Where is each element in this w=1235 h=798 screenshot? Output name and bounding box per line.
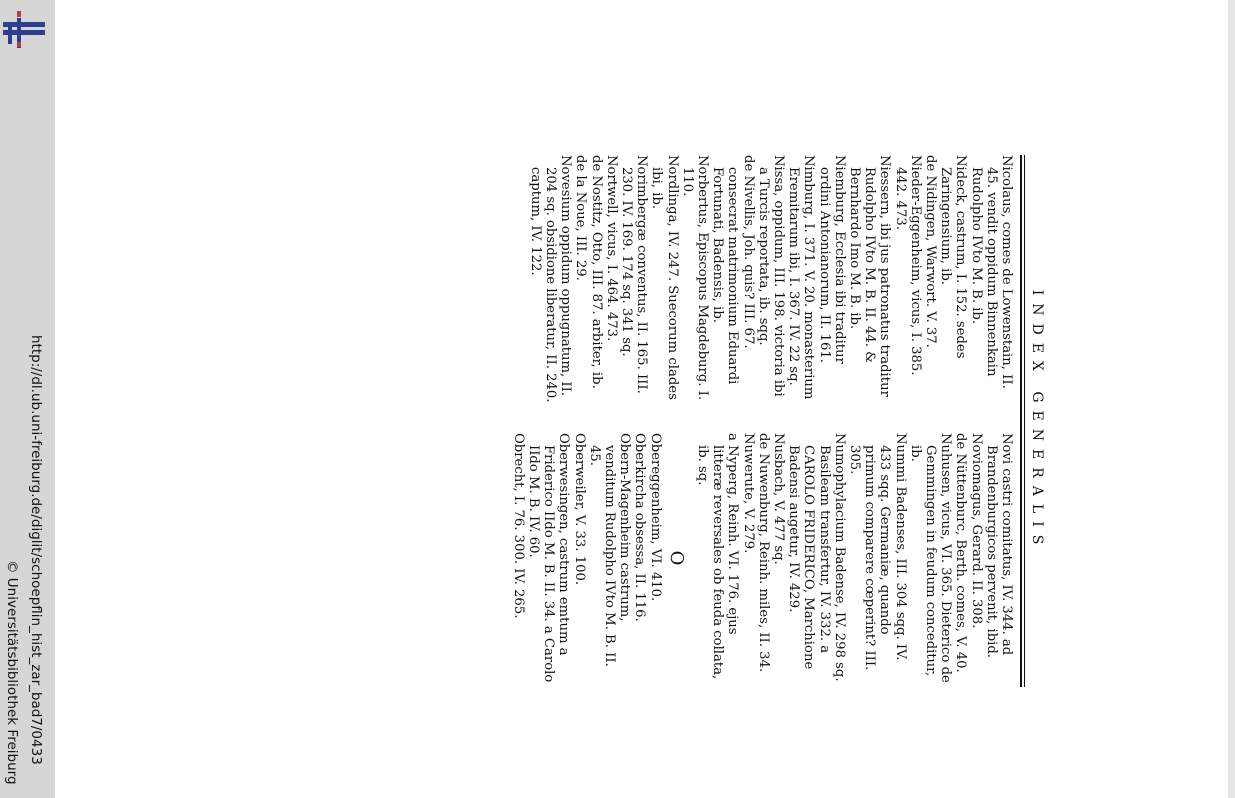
index-entry: Nissa, oppidum, III. 198. victoria ibi a Turcis reportata, ib. sqq. xyxy=(755,155,786,397)
index-entry: Oberkircha obsessa, II. 116. xyxy=(632,433,648,622)
index-entry: de Nüttenburc, Berth. comes, V. 40. xyxy=(953,433,969,673)
index-entry: Niemburg, Ecclesia ibi traditur ordini Antonianorum, II. 161. xyxy=(816,155,847,364)
scanned-page xyxy=(303,155,1045,687)
index-entry: Nideck, castrum, I. 152. sedes Zaringensium, ib. xyxy=(938,155,969,359)
index-entry: Obern-Magenheim castrum, venditum Rudolpho IVto M. B. II. 45. xyxy=(586,433,633,667)
index-entry: de Nostitz, Otto, III. 87. arbiter, ib. xyxy=(588,155,604,389)
viewer-sidebar xyxy=(0,0,55,798)
index-entry: Noviomagus, Gerard. II. 308. xyxy=(968,433,984,629)
scrollbar-track[interactable] xyxy=(1228,0,1235,798)
page-content-rotated xyxy=(303,155,1045,687)
header-rule xyxy=(1024,155,1025,687)
index-entry: Nimburg, I. 371. V. 20. monasterium Eremitarum ibi, I. 367. IV. 22 sq. xyxy=(786,155,817,400)
index-entry: Nuhusen, vicus, VI. 365. Dieterico de Gemmingen in feudum conceditur, ib. xyxy=(907,433,954,683)
index-entry: Numophylacium Badense, IV. 298 sq. Basileam transfertur, IV. 332. a CAROLO FRIDERICO, Marchione Badensi augetur, IV. 429. xyxy=(786,433,847,682)
copyright-notice: © Universitätsbibliothek Freiburg xyxy=(4,560,20,785)
index-entry: Niessern, ibi jus patronatus traditur Rudolpho IVto M. B. II. 44. & Bernhardo Imo M. B. ib. xyxy=(846,155,893,397)
index-entry: de Nidingen, Warwort. V. 37. xyxy=(922,155,938,348)
right-column xyxy=(511,433,1015,683)
index-entry: Norimbergæ conventus, II. 165. III. 230. IV. 169. 174 sq. 341 sq. xyxy=(618,155,650,394)
university-logo-icon xyxy=(2,10,46,50)
index-entry: Obereggenheim, VI. 410. xyxy=(647,433,663,602)
index-entry: Nuwerute, V. 279. xyxy=(740,433,756,554)
header-rule-thick xyxy=(1020,155,1022,687)
index-entry: Novesium oppidum oppugnatum, II. 204 sq. obsidione liberatur, II. 240. captum, IV. 122. xyxy=(527,155,574,403)
index-entry: a Nyperg, Reinh. VI. 176. ejus litteræ reversales ob feuda collata, ib. sq. xyxy=(694,433,741,680)
index-entry: Nicolaus, comes de Lowenstain, II. 45. vendit oppidum Binnenkain Rudolpho IVto M. B. ib. xyxy=(968,155,1014,389)
page-header: INDEX GENERALIS xyxy=(1029,289,1045,553)
index-entry: Nieder-Eggenheim, vicus, I. 385. 442. 473. xyxy=(892,155,923,376)
index-entry: de la Noue, III. 29. xyxy=(573,155,589,281)
document-url[interactable]: http://dl.ub.uni-freiburg.de/diglit/schoepflin_hist_zar_bad7/0433 xyxy=(28,335,44,765)
index-entry: Nortwell, vicus, I. 464. 473. xyxy=(603,155,619,342)
section-letter: O xyxy=(665,550,687,566)
index-entry: de Nivellis, Joh. quis? III. 67. consecrat matrimonium Eduardi Fortunati, Badensis, ib. xyxy=(710,155,756,385)
index-entry: Nusbach, V. 477 sq. xyxy=(770,433,786,565)
index-entry: Nordlinga, IV. 247. Suecorum clades ibi, ib. xyxy=(649,155,680,400)
index-entry: Oberwesingen, castrum emtum a Friderico IIdo M. B. II. 34. a Carolo IIdo M. B. IV. 60. xyxy=(525,433,572,683)
index-entry: de Nuwenburg, Reinh. miles, II. 34. xyxy=(755,433,771,673)
index-entry: Novi castri comitatus, IV. 344. ad Brandenburgicos pervenit, ibid. xyxy=(983,433,1014,658)
left-column xyxy=(528,155,1015,405)
index-entry: Obrecht, I. 76. 300. IV. 265. xyxy=(510,433,526,619)
index-entry: Nummi Badenses, III. 304 sqq. IV. 433 sqq. Germaniæ, quando primum comparere cœperint? III. 305. xyxy=(846,433,908,671)
index-entry: Norbertus, Episcopus Magdeburg. I. 110. xyxy=(679,155,710,401)
index-entry: Oberweiler, V. 33. 100. xyxy=(571,433,587,586)
